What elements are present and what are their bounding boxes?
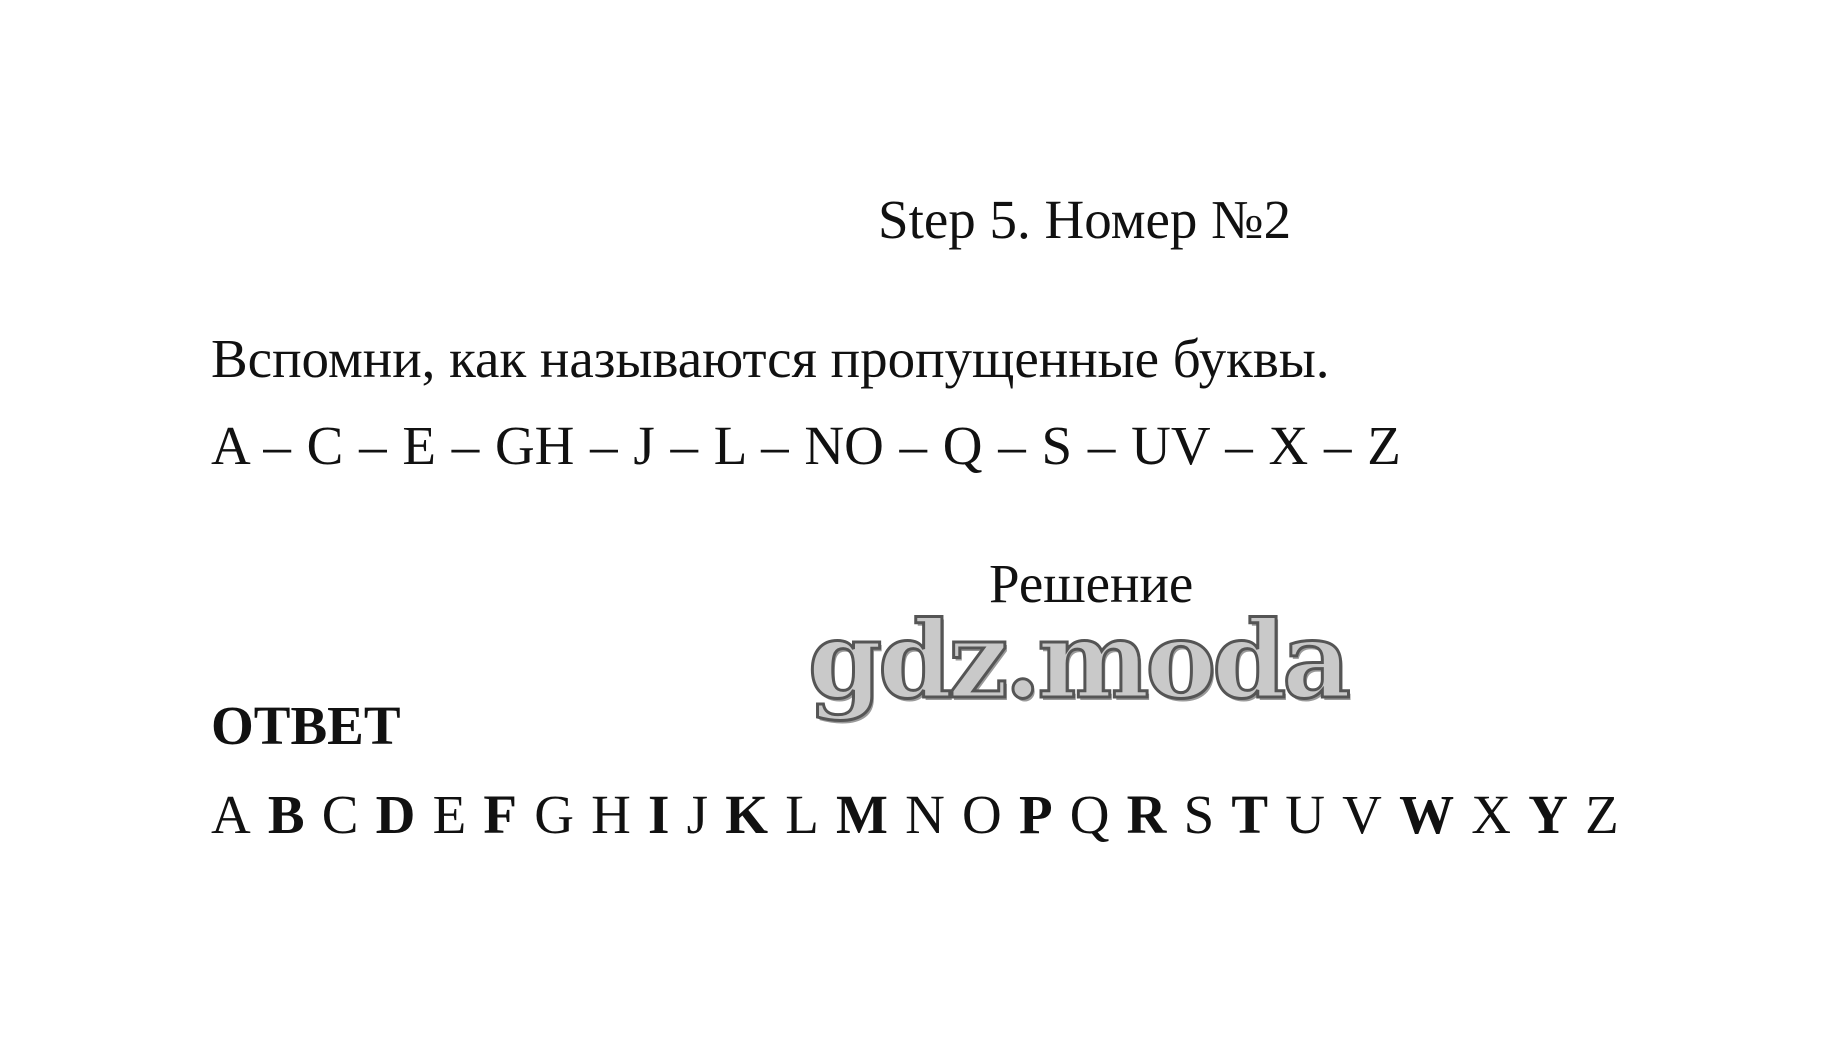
- answer-letter: V: [1342, 784, 1382, 845]
- answer-letter: L: [785, 784, 819, 845]
- letter-sequence: A – C – E – GH – J – L – NO – Q – S – UV – X – Z: [211, 415, 1401, 476]
- answer-letter: H: [591, 784, 631, 845]
- solution-heading: Решение: [989, 553, 1194, 614]
- answer-letter-missing: T: [1231, 784, 1269, 845]
- watermark-logo: gdz.moda: [808, 597, 1347, 722]
- answer-letter-missing: K: [725, 784, 768, 845]
- answer-letter-missing: B: [267, 784, 305, 845]
- answer-letter-missing: Y: [1528, 784, 1568, 845]
- answer-letter-missing: R: [1126, 784, 1167, 845]
- task-instruction: Вспомни, как называются пропущенные буквы.: [211, 328, 1330, 389]
- answer-letter: G: [534, 784, 574, 845]
- answer-letter: X: [1471, 784, 1511, 845]
- answer-label: ОТВЕТ: [211, 695, 401, 756]
- answer-letter-missing: D: [375, 784, 416, 845]
- answer-letter: J: [686, 784, 709, 845]
- answer-letter: S: [1183, 784, 1215, 845]
- answer-letter-missing: W: [1399, 784, 1455, 845]
- answer-letter: Z: [1585, 784, 1619, 845]
- answer-alphabet: [211, 784, 1636, 845]
- answer-letter-missing: M: [835, 784, 888, 845]
- answer-letter: Q: [1069, 784, 1110, 845]
- answer-letter: C: [321, 784, 359, 845]
- answer-letter: N: [905, 784, 945, 845]
- answer-letter-missing: I: [648, 784, 670, 845]
- answer-letter: A: [211, 784, 251, 845]
- answer-letter: U: [1285, 784, 1325, 845]
- answer-letter-missing: P: [1018, 784, 1053, 845]
- answer-letter: O: [962, 784, 1002, 845]
- answer-letter: E: [432, 784, 467, 845]
- answer-letter-missing: F: [483, 784, 517, 845]
- page-title: Step 5. Номер №2: [878, 189, 1292, 250]
